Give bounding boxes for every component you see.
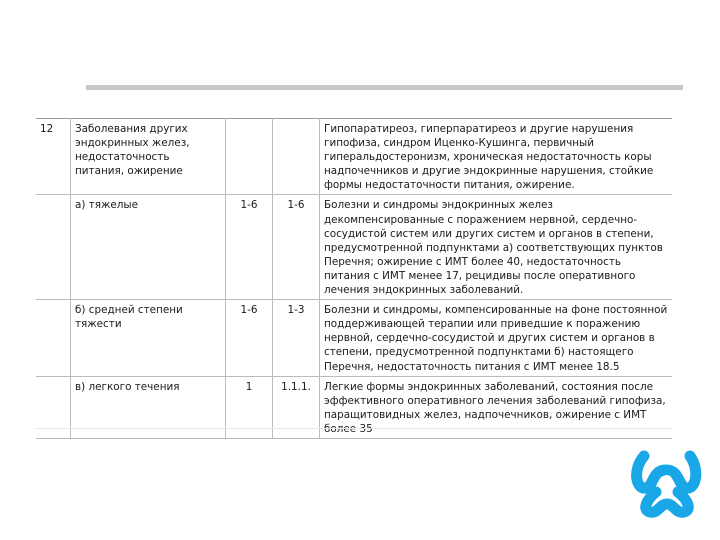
category-b: 1-3	[273, 300, 320, 376]
table-row	[36, 300, 672, 376]
disease-table	[36, 118, 672, 439]
row-number	[36, 195, 71, 300]
row-number: 12	[36, 119, 71, 195]
category-a	[226, 119, 273, 195]
category-a: 1-6	[226, 195, 273, 300]
description: Болезни и синдромы, компенсированные на фоне постоянной поддерживающей терапии или приведшие к поражению нервной, сердечно-сосудистой и других систем и органов в степени, предусмотренной подпунктами б) настоящего Перечня, недостаточность питания с ИМТ менее 18.5	[320, 300, 673, 376]
description: Легкие формы эндокринных заболеваний, состояния после эффективного оперативного лечения заболеваний гипофиза, паращитовидных желез, надпочечников, ожирение с ИМТ	[320, 376, 673, 438]
wave-logo-icon	[630, 440, 704, 520]
category-b: 1-6	[273, 195, 320, 300]
disease-name: Заболевания других эндокринных желез, недостаточность питания, ожирение	[71, 119, 226, 195]
header-divider	[86, 85, 683, 90]
disease-name: а) тяжелые	[71, 195, 226, 300]
disease-name: в) легкого течения	[71, 376, 226, 438]
description: Гипопаратиреоз, гиперпаратиреоз и другие нарушения гипофиза, синдром Иценко-Кушинга, первичный гиперальдостеронизм, хроническая недостаточность коры надпочечников и другие эндокринные нарушения, стойкие формы недостаточности питания, ожирение.	[320, 119, 673, 195]
table-row	[36, 376, 672, 438]
disease-name: б) средней степени тяжести	[71, 300, 226, 376]
table-bottom-edge	[36, 428, 672, 429]
category-a: 1	[226, 376, 273, 438]
table-row	[36, 119, 672, 195]
table-row	[36, 195, 672, 300]
row-number	[36, 300, 71, 376]
category-a: 1-6	[226, 300, 273, 376]
category-b	[273, 119, 320, 195]
description: Болезни и синдромы эндокринных желез декомпенсированные с поражением нервной, сердечно-сосудистой систем или других систем и органов в степени, предусмотренной подпунктами а) соответствующих пунктов Перечня; ожирение с ИМТ более 40, недостаточность питания с ИМТ менее 17, рецидивы после оперативного лечения эндокринных заболеваний.	[320, 195, 673, 300]
row-number	[36, 376, 71, 438]
category-b: 1.1.1.	[273, 376, 320, 438]
